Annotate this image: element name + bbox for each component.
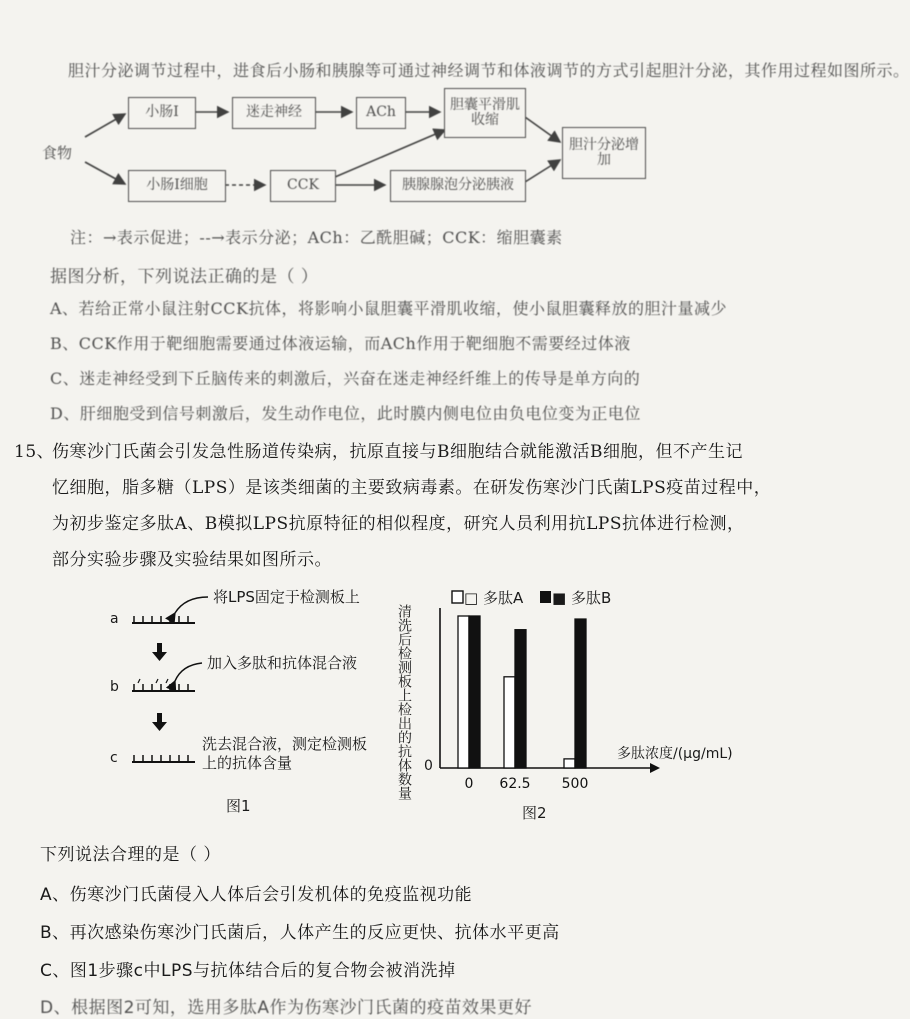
q15-option-c: C、图1步骤c中LPS与抗体结合后的复合物会被消洗掉: [40, 961, 456, 981]
q14-option-b: B、CCK作用于靶细胞需要通过体液运输，而ACh作用于靶细胞不需要经过体液: [50, 334, 631, 353]
q15-stem-line-1: 伤寒沙门氏菌会引发急性肠道传染病，抗原直接与B细胞结合就能激活B细胞，但不产生记: [52, 442, 743, 462]
q14-option-d: D、肝细胞受到信号刺激后，发生动作电位，此时膜内侧电位由负电位变为正电位: [50, 404, 641, 423]
bar-多肽B-500: [575, 619, 586, 768]
x-tick-62.5: 62.5: [499, 776, 531, 792]
box-vagus-nerve: 迷走神经: [232, 97, 316, 129]
q14-option-a: A、若给正常小鼠注射CCK抗体，将影响小鼠胆囊平滑肌收缩，使小鼠胆囊释放的胆汁量减少: [50, 299, 727, 318]
down-arrow-icons: [152, 643, 167, 731]
box-gallbladder: 胆囊平滑肌收缩: [444, 88, 526, 138]
flow-diagram: [40, 82, 660, 212]
bar-多肽B-0: [469, 616, 480, 768]
chart-x-axis-arrow: [650, 763, 660, 773]
chart-caption: 图2: [522, 804, 547, 822]
bar-多肽A-0: [458, 616, 469, 768]
q14-option-c: C、迷走神经受到下丘脑传来的刺激后，兴奋在迷走神经纤维上的传导是单方向的: [50, 369, 641, 388]
plate-a: [132, 597, 208, 623]
q14-stem: 据图分析，下列说法正确的是（ ）: [50, 267, 319, 287]
box-pancreas: 胰腺腺泡分泌胰液: [390, 170, 526, 202]
chart-x-axis-label: 多肽浓度/(μg/mL): [617, 746, 733, 762]
step-a-label: a: [110, 611, 119, 627]
figure-1-caption: 图1: [226, 797, 251, 815]
food-label: 食物: [42, 144, 73, 162]
q15-option-b: B、再次感染伤寒沙门氏菌后，人体产生的反应更快、抗体水平更高: [40, 923, 560, 943]
plate-c: [132, 755, 195, 762]
legend-series-b: ■ 多肽B: [552, 589, 612, 607]
step-b-note: 加入多肽和抗体混合液: [207, 654, 358, 672]
q15-stem-line-3: 为初步鉴定多肽A、B模拟LPS抗原特征的相似程度，研究人员利用抗LPS抗体进行检测，: [52, 514, 745, 534]
figure-2-chart: [392, 582, 792, 827]
q15-option-a: A、伤寒沙门氏菌侵入人体后会引发机体的免疫监视功能: [40, 885, 473, 905]
box-cck: CCK: [270, 170, 336, 202]
legend-swatch-a: [452, 591, 463, 603]
bar-多肽B-62.5: [515, 630, 526, 768]
figure-1-plates: [100, 585, 390, 825]
q15-stem-line-4: 部分实验步骤及实验结果如图所示。: [52, 550, 332, 570]
bar-多肽A-62.5: [504, 677, 515, 768]
chart-y-axis-label: 清洗后检测板上检出的抗体数量: [396, 604, 412, 800]
bar-多肽A-500: [564, 759, 575, 768]
chart-svg: [392, 582, 792, 827]
legend-series-a: □ 多肽A: [464, 589, 524, 607]
box-ach: ACh: [356, 97, 406, 129]
box-small-intestine-1: 小肠I: [128, 97, 196, 129]
q15-option-d: D、根据图2可知，选用多肽A作为伤寒沙门氏菌的疫苗效果更好: [40, 998, 533, 1018]
step-c-label: c: [110, 750, 118, 766]
q15-prompt: 下列说法合理的是（ ）: [40, 845, 221, 865]
x-tick-500: 500: [561, 776, 589, 792]
step-a-note: 将LPS固定于检测板上: [213, 588, 360, 606]
box-bile-secretion: 胆汁分泌增加: [562, 127, 646, 179]
x-tick-0: 0: [464, 776, 474, 792]
legend-swatch-b: [540, 591, 551, 603]
step-c-note: 洗去混合液，测定检测板上的抗体含量: [202, 735, 368, 772]
q15-stem-line-2: 忆细胞，脂多糖（LPS）是该类细菌的主要致病毒素。在研发伤寒沙门氏菌LPS疫苗过程中，: [52, 478, 772, 498]
box-small-intestine-2: 小肠I细胞: [128, 170, 226, 202]
chart-y-zero-label: 0: [424, 758, 433, 774]
diagram-legend: 注：→表示促进；--→表示分泌；ACh：乙酰胆碱；CCK：缩胆囊素: [70, 228, 563, 247]
q14-intro: 胆汁分泌调节过程中，进食后小肠和胰腺等可通过神经调节和体液调节的方式引起胆汁分泌，其作用过程如图所示。: [68, 61, 910, 80]
step-b-label: b: [110, 679, 119, 695]
figure-1: [100, 585, 390, 825]
q15-number: 15、: [14, 442, 55, 462]
plate-b: [132, 663, 202, 691]
